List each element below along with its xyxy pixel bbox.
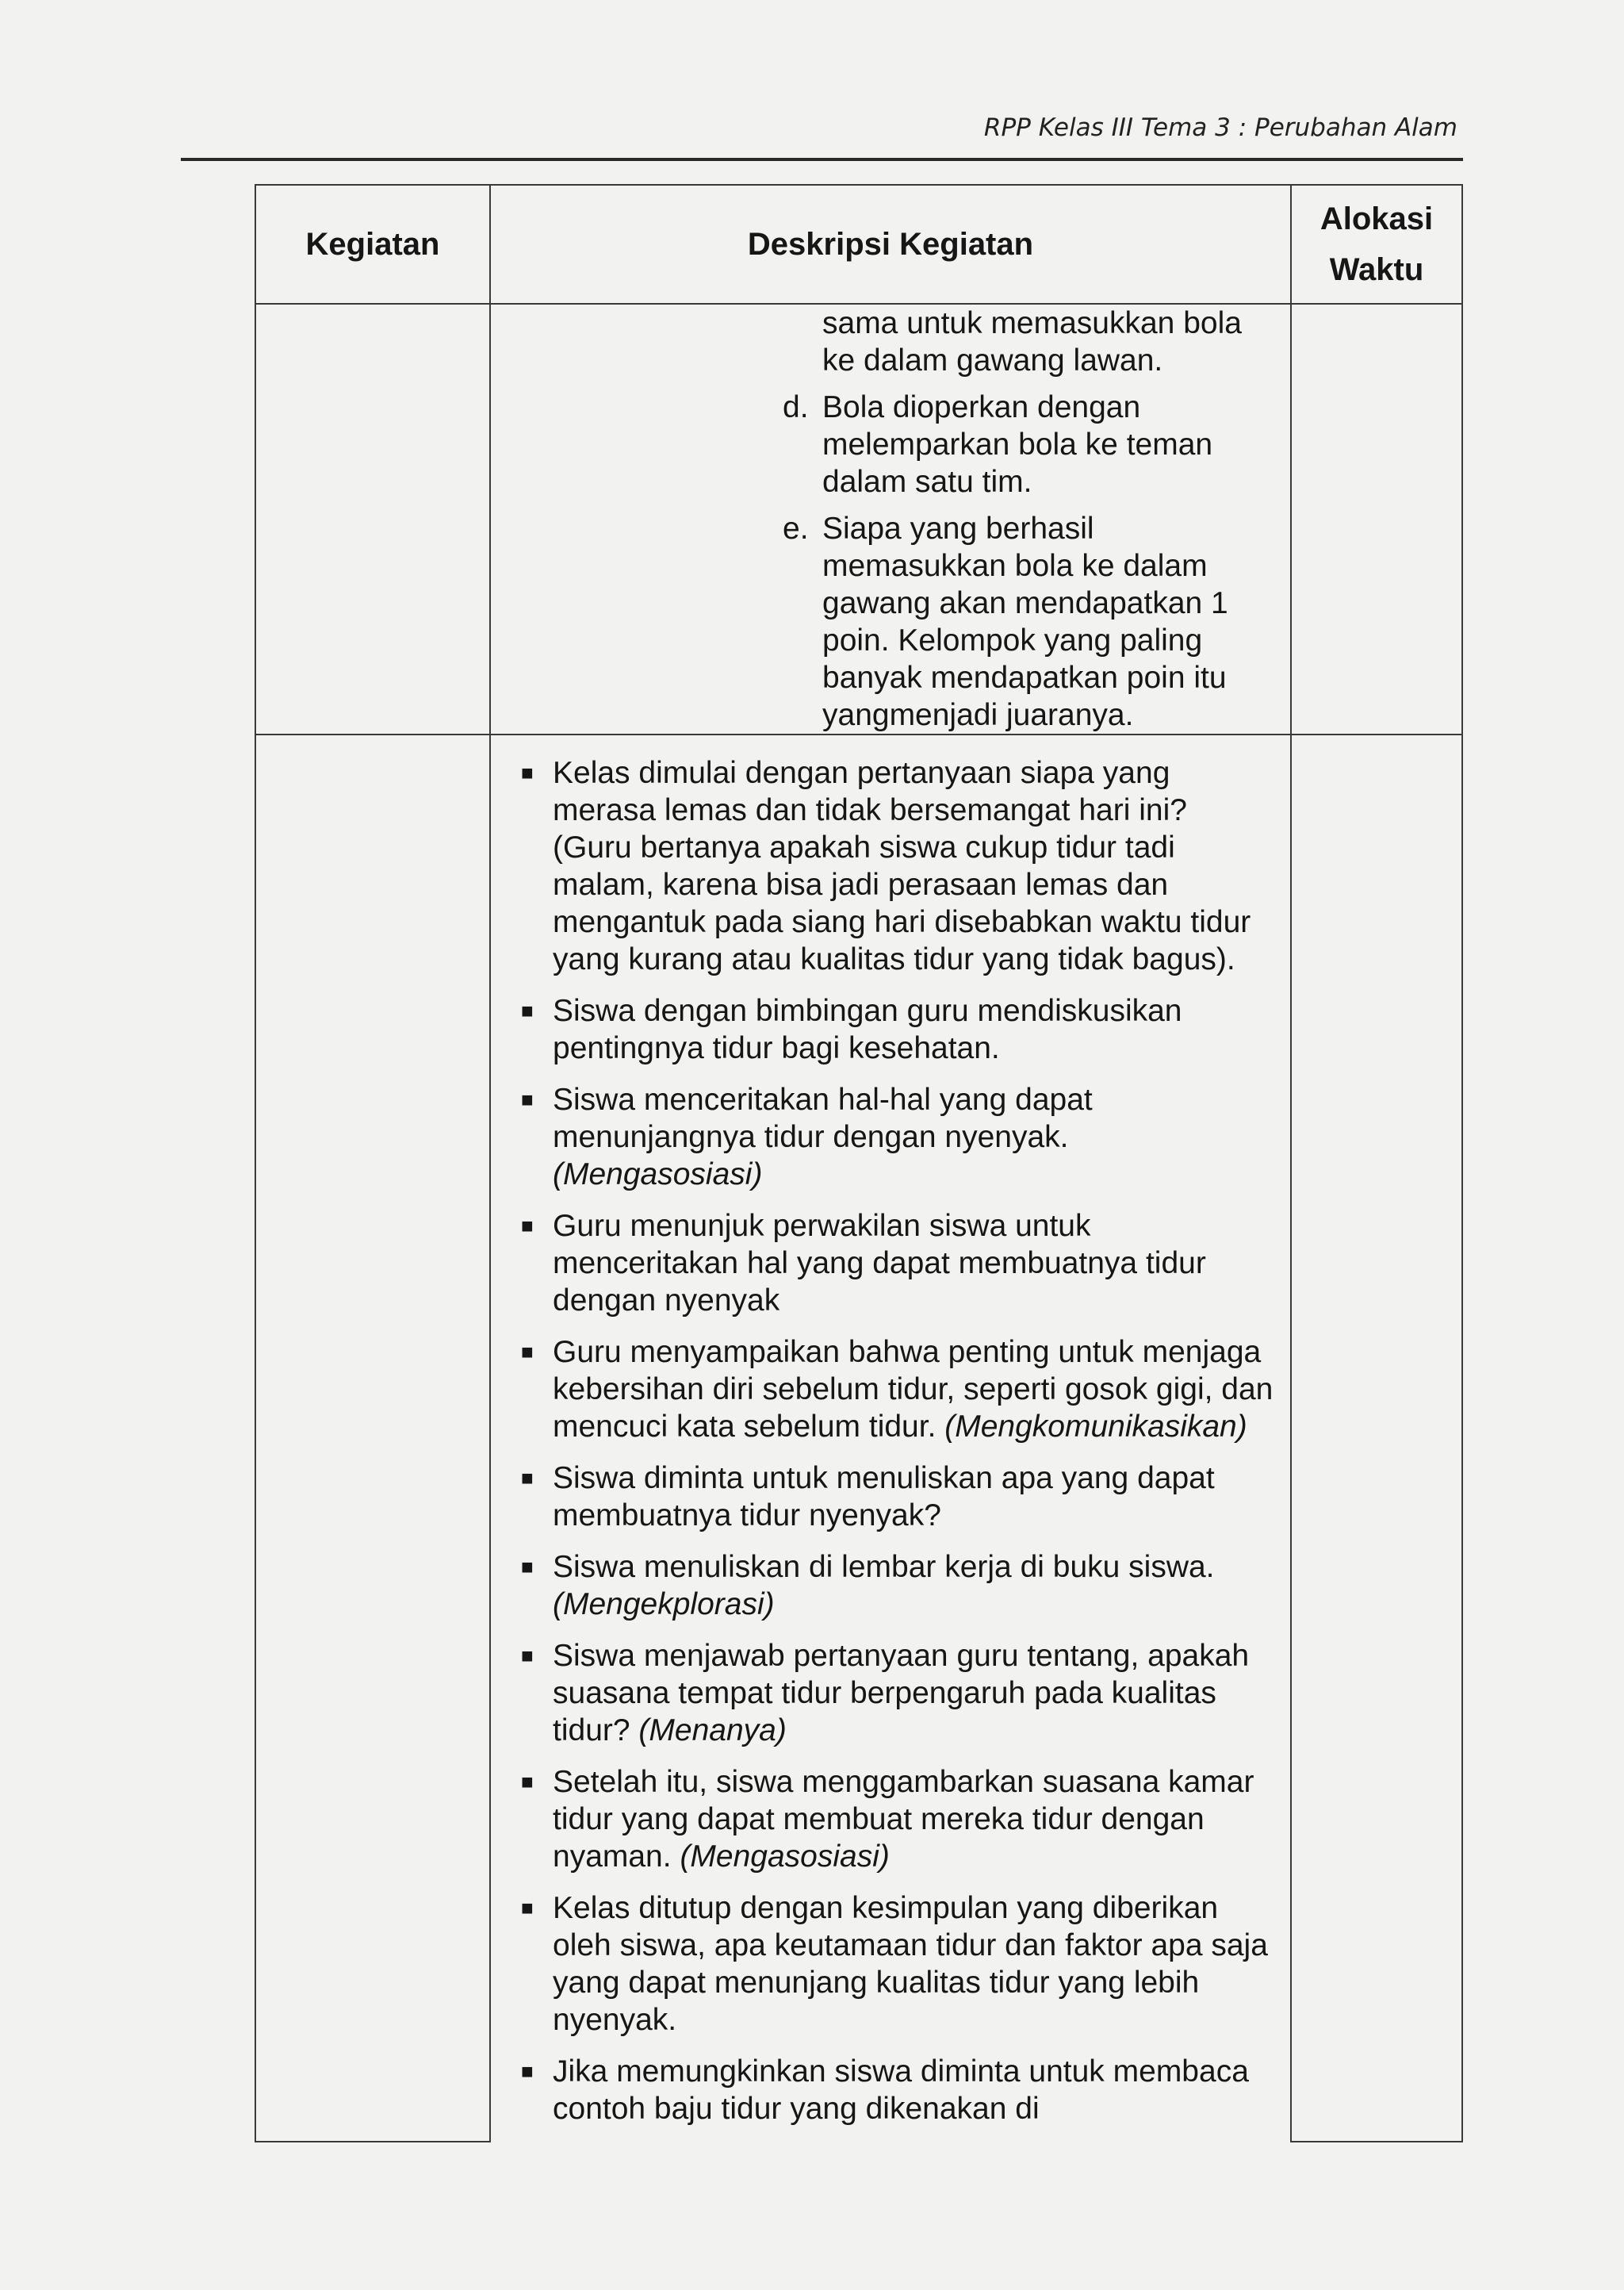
list-item-text: Siswa menuliskan di lembar kerja di buku siswa. bbox=[553, 1550, 1215, 1584]
col-header-deskripsi: Deskripsi Kegiatan bbox=[490, 185, 1291, 304]
list-item-text: Siswa menceritakan hal-hal yang dapat menunjangnya tidur dengan nyenyak. bbox=[553, 1083, 1093, 1154]
bullet-square-icon: ■ bbox=[521, 1087, 534, 1111]
bullet-square-icon: ■ bbox=[521, 1466, 534, 1490]
list-item-text: Siswa diminta untuk menuliskan apa yang dapat membuatnya tidur nyenyak? bbox=[553, 1461, 1215, 1532]
col-header-alokasi-text: Alokasi Waktu bbox=[1320, 201, 1434, 287]
list-item bbox=[491, 1889, 1274, 2039]
table-row bbox=[255, 304, 1462, 735]
activity-tag: (Menanya) bbox=[638, 1713, 787, 1747]
bullet-square-icon: ■ bbox=[521, 1896, 534, 1920]
list-item-body bbox=[553, 754, 1274, 978]
list-marker: e. bbox=[783, 512, 809, 546]
list-item-body bbox=[553, 1081, 1274, 1193]
list-item-text: Jika memungkinkan siswa diminta untuk membaca contoh baju tidur yang dikenakan di bbox=[553, 2054, 1249, 2126]
activity-tag: (Mengkomunikasikan) bbox=[944, 1410, 1247, 1444]
bullet-square-icon: ■ bbox=[521, 761, 534, 784]
bullet-square-icon: ■ bbox=[521, 1214, 534, 1237]
table-row bbox=[255, 735, 1462, 2142]
alokasi-cell bbox=[1291, 735, 1462, 2142]
bullet-square-icon: ■ bbox=[521, 1770, 534, 1793]
alokasi-cell bbox=[1291, 304, 1462, 735]
col-header-kegiatan: Kegiatan bbox=[255, 185, 490, 304]
list-item bbox=[491, 992, 1274, 1067]
activity-table bbox=[255, 184, 1463, 2142]
list-marker: d. bbox=[783, 390, 809, 424]
list-item-text: Kelas dimulai dengan pertanyaan siapa yang merasa lemas dan tidak bersemangat hari ini? (Guru bertanya apakah siswa cukup tidur tadi malam, karena bisa jadi perasaan lemas dan mengantuk pada siang hari disebabkan waktu tidur yang kurang atau kualitas tidur yang tidak bagus). bbox=[553, 756, 1251, 976]
list-item bbox=[491, 1333, 1274, 1445]
list-item-body bbox=[553, 992, 1274, 1067]
activity-tag: (Mengasosiasi) bbox=[680, 1839, 890, 1874]
list-item-body bbox=[553, 1889, 1274, 2039]
page-header: RPP Kelas III Tema 3 : Perubahan Alam bbox=[983, 113, 1457, 142]
list-item-body bbox=[553, 1548, 1274, 1623]
list-item-text: Siswa menjawab pertanyaan guru tentang, apakah suasana tempat tidur berpengaruh pada kualitas tidur? bbox=[553, 1639, 1250, 1747]
list-item bbox=[491, 1548, 1274, 1623]
header-rule bbox=[181, 158, 1463, 161]
list-item bbox=[491, 1763, 1274, 1875]
list-item bbox=[491, 1637, 1274, 1749]
list-item-body bbox=[553, 1460, 1274, 1534]
list-item bbox=[491, 1207, 1274, 1319]
deskripsi-cell bbox=[490, 304, 1291, 735]
list-item-text: Siswa dengan bimbingan guru mendiskusikan pentingnya tidur bagi kesehatan. bbox=[553, 994, 1182, 1065]
list-item bbox=[491, 1081, 1274, 1193]
list-item-body bbox=[553, 1637, 1274, 1749]
kegiatan-cell bbox=[255, 304, 490, 735]
continuation-text: sama untuk memasukkan bola ke dalam gawang lawan. bbox=[822, 306, 1242, 378]
list-item bbox=[783, 389, 1266, 501]
activity-tag: (Mengasosiasi) bbox=[553, 1157, 763, 1191]
list-item-text: Guru menyampaikan bahwa penting untuk menjaga kebersihan diri sebelum tidur, seperti gosok gigi, dan mencuci kata sebelum tidur. bbox=[553, 1335, 1274, 1444]
list-item-body bbox=[553, 1333, 1274, 1445]
list-item-text: Bola dioperkan dengan melemparkan bola ke teman dalam satu tim. bbox=[822, 390, 1213, 499]
list-item-text: Guru menunjuk perwakilan siswa untuk menceritakan hal yang dapat membuatnya tidur dengan nyenyak bbox=[553, 1209, 1206, 1318]
bullet-list bbox=[491, 735, 1290, 2127]
list-item bbox=[491, 1460, 1274, 1534]
list-item bbox=[491, 2053, 1274, 2127]
bullet-square-icon: ■ bbox=[521, 1340, 534, 1364]
list-item-text: Kelas ditutup dengan kesimpulan yang diberikan oleh siswa, apa keutamaan tidur dan faktor apa saja yang dapat menunjang kualitas tidur yang lebih nyenyak. bbox=[553, 1891, 1268, 2037]
activity-tag: (Mengekplorasi) bbox=[553, 1587, 775, 1621]
bullet-square-icon: ■ bbox=[521, 1555, 534, 1578]
list-item-body bbox=[553, 2053, 1274, 2127]
table-header-row bbox=[255, 185, 1462, 304]
list-item bbox=[491, 754, 1274, 978]
bullet-square-icon: ■ bbox=[521, 1644, 534, 1667]
col-header-alokasi bbox=[1291, 185, 1462, 304]
list-item-body bbox=[553, 1763, 1274, 1875]
bullet-square-icon: ■ bbox=[521, 999, 534, 1022]
bullet-square-icon: ■ bbox=[521, 2059, 534, 2083]
deskripsi-cell bbox=[490, 735, 1291, 2142]
list-item-text: Setelah itu, siswa menggambarkan suasana kamar tidur yang dapat membuat mereka tidur dengan nyaman. bbox=[553, 1765, 1254, 1874]
list-item-body bbox=[553, 1207, 1274, 1319]
list-item bbox=[783, 510, 1266, 734]
list-item-text: Siapa yang berhasil memasukkan bola ke dalam gawang akan mendapatkan 1 poin. Kelompok yang paling banyak mendapatkan poin itu yangmenjadi juaranya. bbox=[822, 512, 1228, 732]
kegiatan-cell bbox=[255, 735, 490, 2142]
